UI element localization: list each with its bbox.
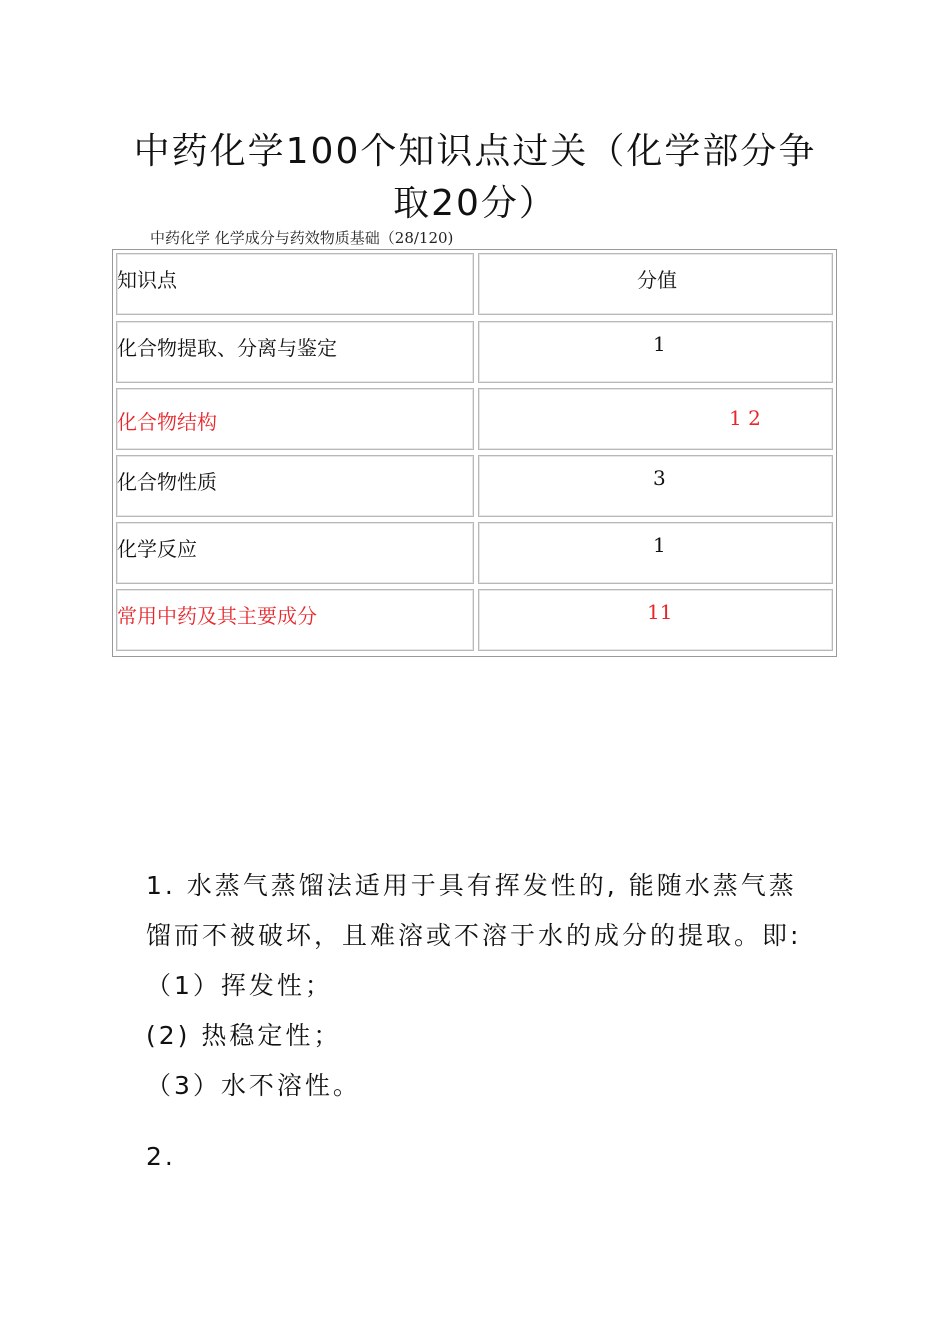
row-score: 1 2: [729, 406, 761, 430]
paragraph-line: 2.: [146, 1142, 176, 1171]
row-topic: 化学反应: [117, 537, 197, 561]
section-subtitle: 中药化学 化学成分与药效物质基础（28/120): [150, 229, 454, 247]
table-row: [116, 388, 833, 450]
table-row: [116, 321, 833, 383]
row-topic: 化合物性质: [117, 470, 217, 494]
row-score: 3: [653, 466, 666, 490]
row-score: 1: [653, 332, 666, 356]
list-item: (2) 热稳定性；: [146, 1021, 342, 1050]
page-title: 中药化学100个知识点过关（化学部分争取20分）: [133, 131, 817, 224]
row-topic: 常用中药及其主要成分: [117, 604, 317, 628]
header-score: 分值: [637, 268, 677, 292]
row-topic: 化合物提取、分离与鉴定: [117, 336, 337, 360]
table-row: [116, 589, 833, 651]
row-topic: 化合物结构: [117, 410, 217, 434]
list-item: （1）挥发性；: [146, 971, 333, 1000]
score-table: [112, 249, 837, 657]
row-score: 11: [647, 600, 673, 624]
table-header-row: [116, 253, 833, 315]
table-row: [116, 455, 833, 517]
paragraph-line: 馏而不被破坏，且难溶或不溶于水的成分的提取。即:: [146, 921, 802, 950]
header-topic: 知识点: [117, 268, 177, 292]
table-row: [116, 522, 833, 584]
row-score: 1: [653, 533, 666, 557]
paragraph-line: 1. 水蒸气蒸馏法适用于具有挥发性的, 能随水蒸气蒸: [146, 871, 797, 900]
list-item: （3）水不溶性。: [146, 1071, 361, 1100]
